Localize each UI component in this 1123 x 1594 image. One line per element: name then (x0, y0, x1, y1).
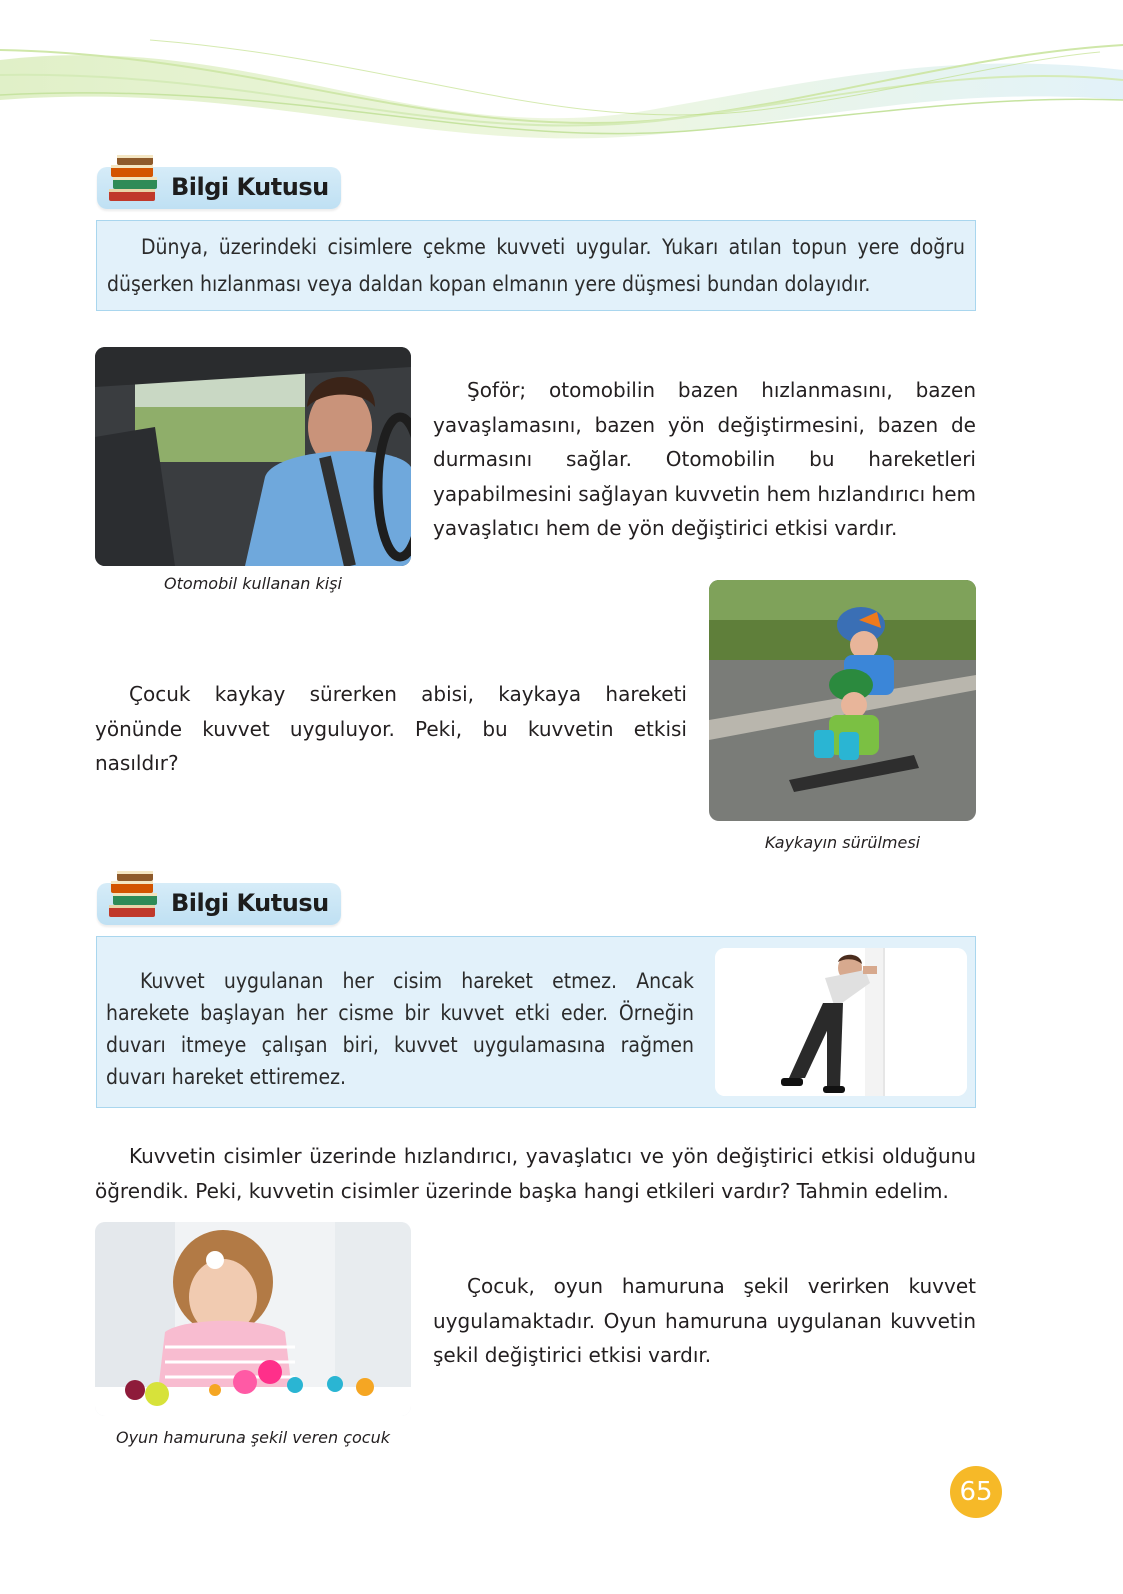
playdough-photo (95, 1222, 411, 1416)
info-box-1-title: Bilgi Kutusu (171, 173, 329, 201)
info-box-2-text: Kuvvet uygulanan her cisim hareket etmez. Ancak harekete başlayan her cisme bir kuvvet etki eder. Örneğin duvarı itmeye çalışan biri, kuvvet uygulamasına rağmen duvarı hareket ettiremez. (106, 969, 694, 1089)
skateboard-caption: Kaykayın sürülmesi (764, 833, 921, 852)
header-wave-decoration (0, 0, 1123, 160)
wall-pushing-photo (715, 948, 967, 1096)
driver-paragraph: Şoför; otomobilin bazen hızlanmasını, bazen yavaşlamasını, bazen yön değiştirmesini, bazen de durmasını sağlar. Otomobilin bu hareketleri yapabilmesini sağlayan kuvvetin hem hızlandırıcı hem yavaşlatıcı hem de yön değiştirici etkisi vardır. (433, 378, 977, 540)
page-number: 65 (950, 1466, 1002, 1518)
info-box-1-header (97, 167, 341, 209)
info-box-2-panel (96, 936, 976, 1108)
info-box-1-panel (96, 220, 976, 311)
effects-paragraph: Kuvvetin cisimler üzerinde hızlandırıcı, yavaşlatıcı ve yön değiştirici etkisi olduğunu öğrendik. Peki, kuvvetin cisimler üzerinde başka hangi etkileri vardır? Tahmin edelim. (95, 1144, 976, 1203)
playdough-paragraph: Çocuk, oyun hamuruna şekil verirken kuvvet uygulamaktadır. Oyun hamuruna uygulanan kuvvetin şekil değiştirici etkisi vardır. (433, 1274, 976, 1367)
skateboard-paragraph: Çocuk kaykay sürerken abisi, kaykaya hareketi yönünde kuvvet uyguluyor. Peki, bu kuvvetin etkisi nasıldır? (95, 682, 687, 775)
info-box-2-header (97, 883, 341, 925)
books-icon (107, 153, 165, 209)
books-icon (107, 869, 165, 925)
info-box-1-text: Dünya, üzerindeki cisimlere çekme kuvveti uygular. Yukarı atılan topun yere doğru düşerken hızlanması veya daldan kopan elmanın yere düşmesi bundan dolayıdır. (107, 235, 965, 296)
driver-caption: Otomobil kullanan kişi (164, 574, 342, 593)
info-box-2-title: Bilgi Kutusu (171, 889, 329, 917)
playdough-caption: Oyun hamuruna şekil veren çocuk (115, 1428, 391, 1447)
skateboard-photo (709, 580, 976, 821)
driver-photo (95, 347, 411, 566)
